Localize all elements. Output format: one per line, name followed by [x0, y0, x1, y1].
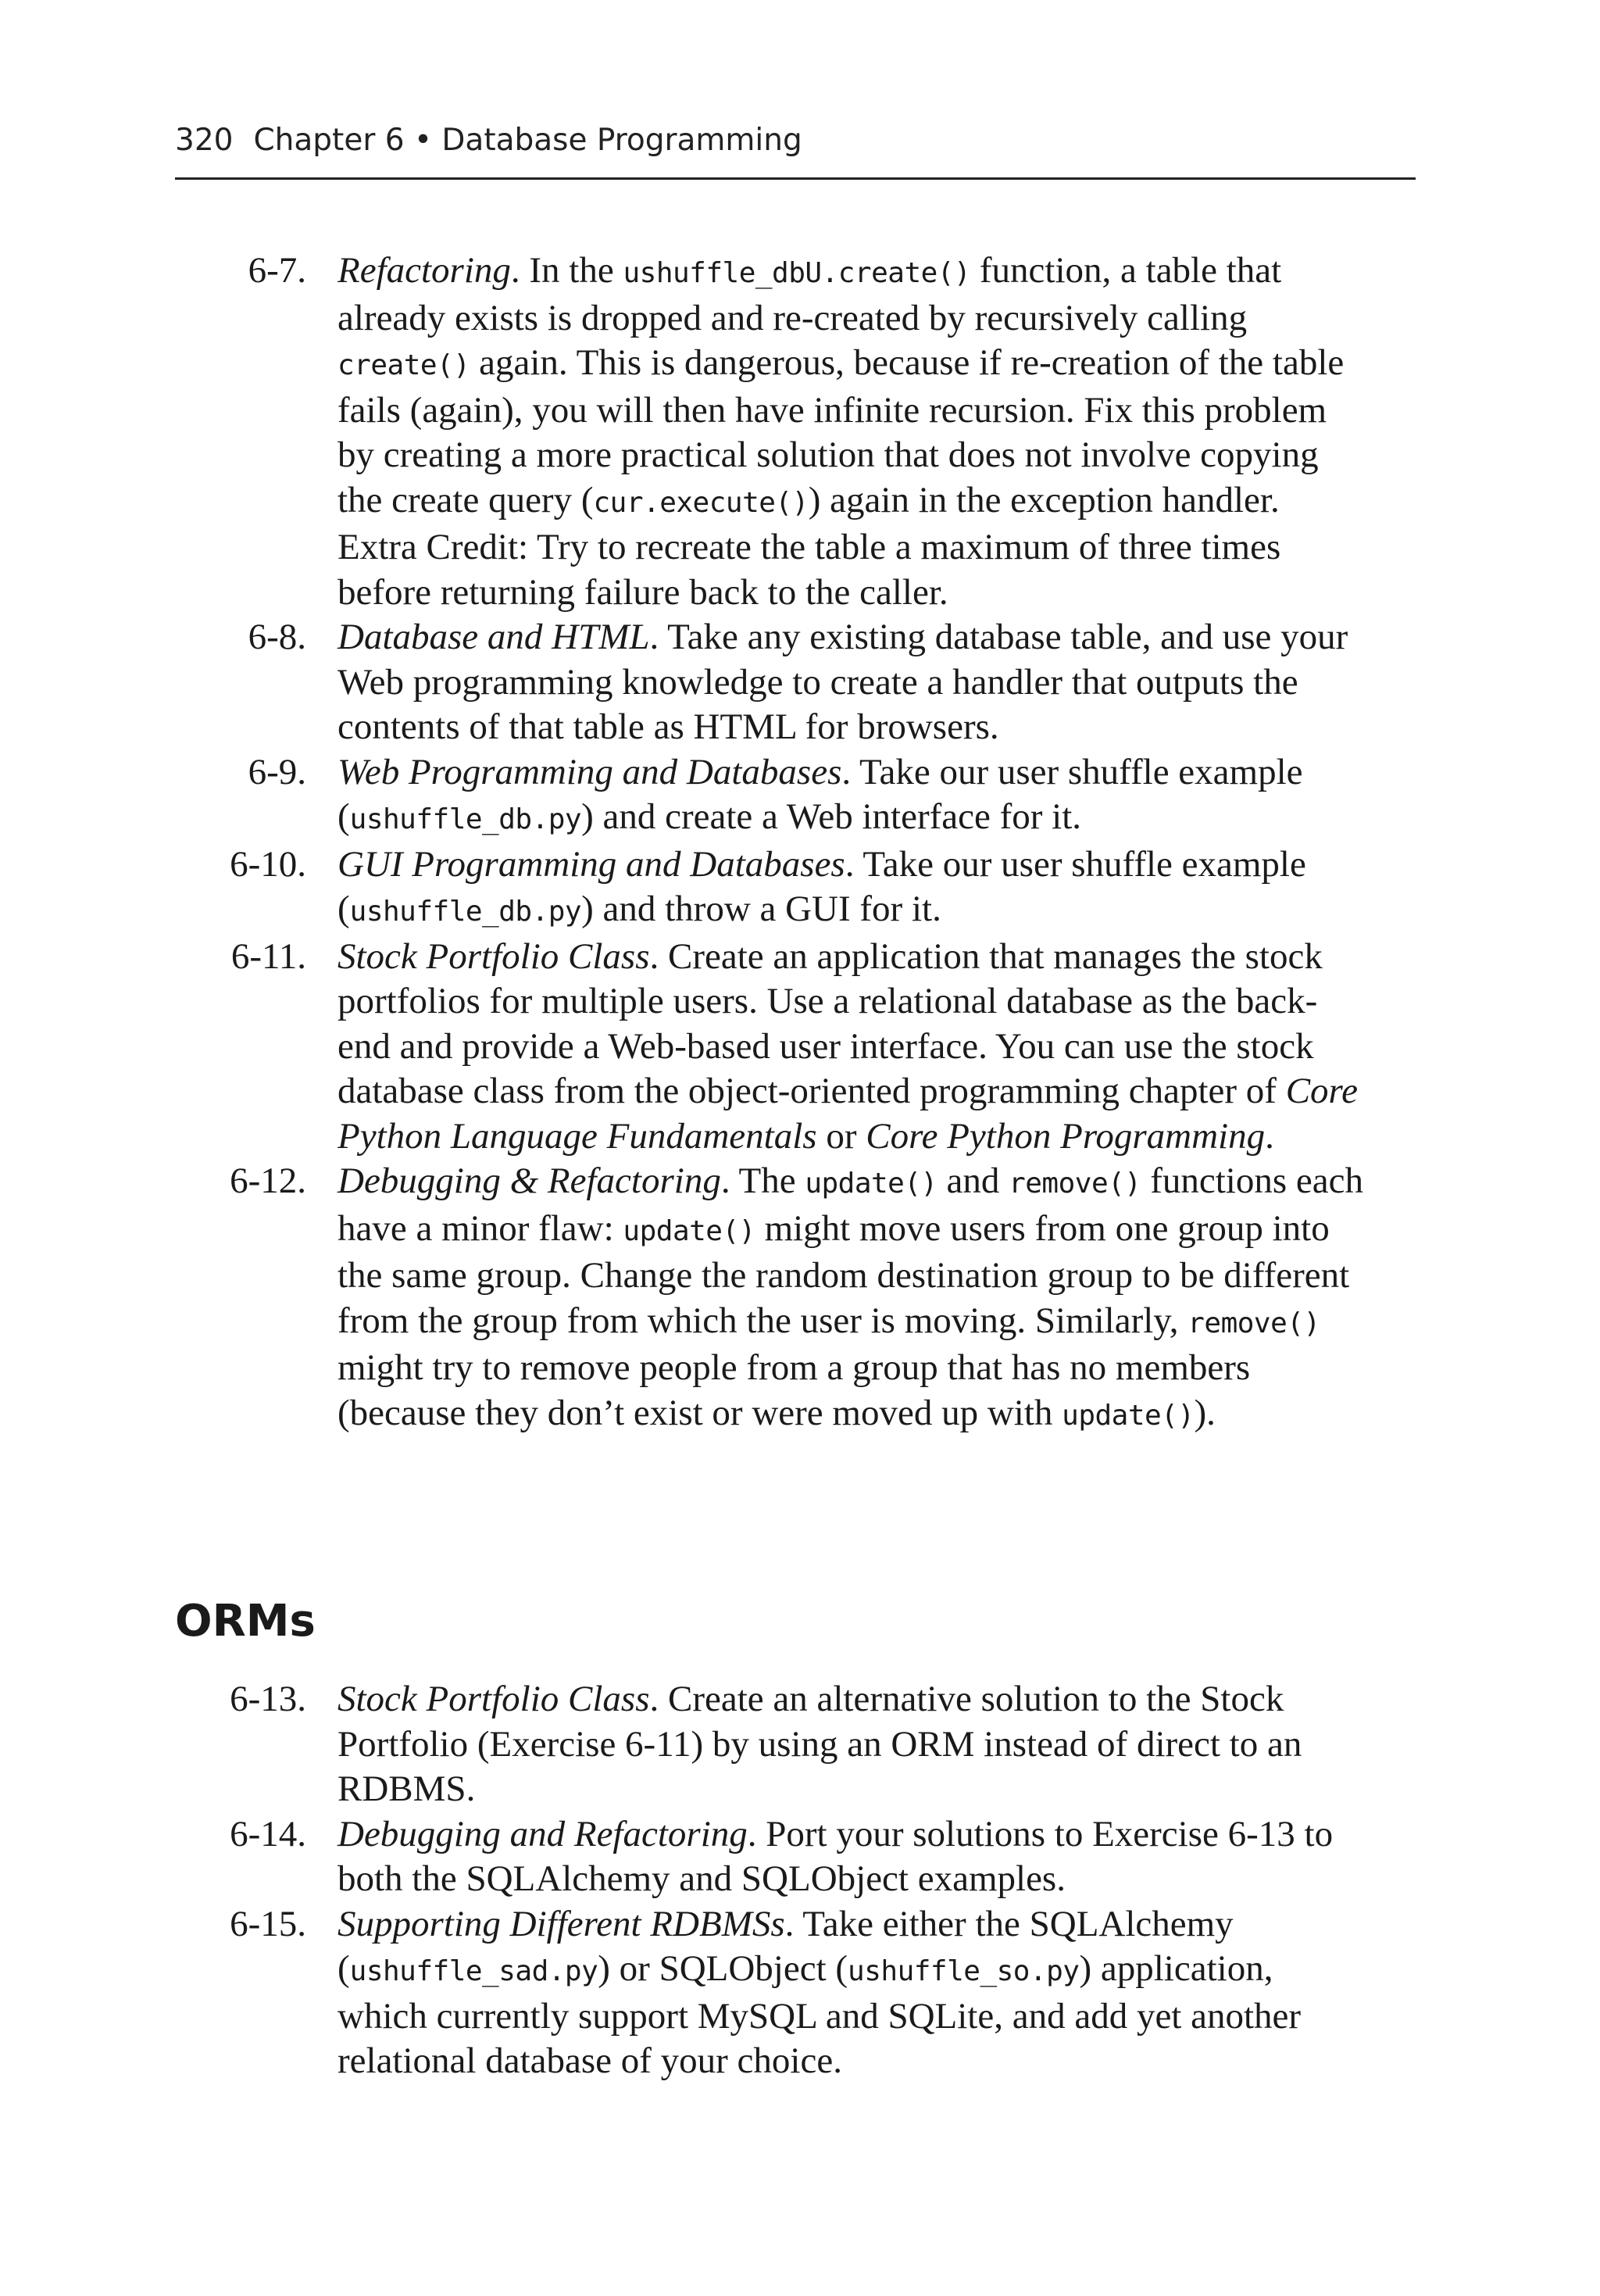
text-run: . Create an application that manages the stock portfolios for multiple users. Use a relational database as the back-end and provide a Web-based user interface. You can use the stock database class from the object-oriented programming chapter of: [338, 935, 1323, 1111]
inline-code: update(): [623, 1214, 755, 1247]
exercise-number: 6-10.: [230, 843, 306, 885]
exercise-list-database-programming: [0, 249, 1600, 1438]
exercise-text: [338, 935, 1366, 1160]
exercise-item: [0, 615, 1600, 750]
exercise-title: Debugging & Refactoring: [338, 1161, 721, 1201]
exercise-item: [0, 1902, 1600, 2084]
text-run: and: [937, 1161, 1009, 1201]
exercise-title: Core Python Language Fundamentals: [338, 1071, 1358, 1157]
text-run: . Take any existing database table, and use your Web programming knowledge to create a handler that outputs the contents of that table as HTML for browsers.: [338, 617, 1348, 747]
exercise-text: [338, 1902, 1366, 2084]
exercise-title: Web Programming and Databases: [338, 751, 842, 792]
exercise-number: 6-9.: [248, 751, 306, 792]
text-run: . Create an alternative solution to the Stock Portfolio (Exercise 6-11) by using an ORM instead of direct to an RDBMS.: [338, 1679, 1302, 1809]
text-run: ) and throw a GUI for it.: [581, 889, 941, 929]
text-run: ).: [1194, 1392, 1216, 1433]
exercise-title: Database and HTML: [338, 617, 650, 657]
exercise-text: [338, 750, 1366, 842]
exercise-text: [338, 1812, 1366, 1902]
exercise-text: [338, 249, 1366, 615]
text-run: . Take our user shuffle example (: [338, 843, 1306, 929]
text-run: . The: [720, 1161, 805, 1201]
inline-code: ushuffle_db.py: [349, 803, 582, 835]
text-run: . Take our user shuffle example (: [338, 751, 1303, 837]
exercise-item: [0, 1812, 1600, 1902]
exercise-item: [0, 1159, 1600, 1438]
text-run: function, a table that already exists is dropped and re-created by recursively calling: [338, 250, 1282, 338]
running-title: Chapter 6 • Database Programming: [253, 123, 802, 158]
text-run: or: [816, 1115, 866, 1157]
text-run: ) application, which currently support MySQL and SQLite, and add yet another relational database of your choice.: [338, 1948, 1302, 2081]
text-run: ) or SQLObject (: [598, 1948, 848, 1989]
inline-code: remove(): [1009, 1168, 1141, 1200]
text-run: ) and create a Web interface for it.: [581, 796, 1082, 837]
exercise-text: [338, 842, 1366, 935]
exercise-title: Debugging and Refactoring: [338, 1813, 748, 1854]
exercise-item: [0, 935, 1600, 1160]
inline-code: remove(): [1188, 1307, 1320, 1339]
text-run: . Port your solutions to Exercise 6-13 to both the SQLAlchemy and SQLObject examples.: [338, 1813, 1334, 1899]
exercise-text: [338, 1159, 1366, 1438]
exercise-title: Stock Portfolio Class: [338, 935, 650, 977]
text-run: . In the: [510, 250, 623, 291]
inline-code: ushuffle_so.py: [848, 1955, 1080, 1987]
exercise-text: [338, 1677, 1366, 1812]
exercise-number: 6-12.: [230, 1161, 306, 1201]
inline-code: cur.execute(): [593, 486, 809, 519]
exercise-item: [0, 750, 1600, 842]
running-header: [175, 119, 1409, 163]
inline-code: update(): [805, 1168, 938, 1200]
exercise-title: GUI Programming and Databases: [338, 843, 845, 885]
text-run: functions each have a minor flaw:: [338, 1161, 1363, 1249]
exercise-number: 6-8.: [248, 617, 306, 657]
exercise-title: Refactoring: [338, 250, 511, 291]
exercise-number: 6-15.: [230, 1903, 306, 1944]
exercise-number: 6-11.: [230, 935, 306, 977]
text-run: might try to remove people from a group that has no members (because they don’t exist or were moved up with: [338, 1347, 1251, 1433]
inline-code: ushuffle_sad.py: [349, 1955, 598, 1987]
text-run: might move users from one group into the same group. Change the random destination group to be different from the group from which the user is moving. Similarly,: [338, 1207, 1350, 1341]
text-run: ) again in the exception handler. Extra Credit: Try to recreate the table a maximum of three times before returning failure back to the caller.: [338, 479, 1281, 613]
exercise-text: [338, 615, 1366, 750]
text-run: again. This is dangerous, because if re-creation of the table fails (again), you will then have infinite recursion. Fix this problem by creating a more practical solution that does not involve copying the create query (: [338, 342, 1345, 520]
inline-code: ushuffle_dbU.create(): [623, 257, 971, 289]
section-heading-orms: ORMs: [175, 1596, 316, 1647]
exercise-list-orms: [0, 1677, 1600, 2084]
text-run: .: [1265, 1115, 1274, 1157]
exercise-number: 6-7.: [248, 250, 306, 291]
inline-code: ushuffle_db.py: [349, 896, 582, 928]
page-number: 320: [175, 123, 234, 158]
inline-code: create(): [338, 349, 470, 381]
exercise-number: 6-14.: [230, 1813, 306, 1854]
inline-code: update(): [1062, 1399, 1195, 1432]
exercise-title: Supporting Different RDBMSs: [338, 1903, 785, 1944]
exercise-item: [0, 842, 1600, 935]
exercise-title: Core Python Programming: [866, 1115, 1266, 1157]
exercise-item: [0, 249, 1600, 615]
text-run: . Take either the SQLAlchemy (: [338, 1903, 1234, 1989]
header-rule: [175, 177, 1416, 180]
exercise-item: [0, 1677, 1600, 1812]
exercise-number: 6-13.: [230, 1679, 306, 1719]
exercise-title: Stock Portfolio Class: [338, 1679, 650, 1719]
